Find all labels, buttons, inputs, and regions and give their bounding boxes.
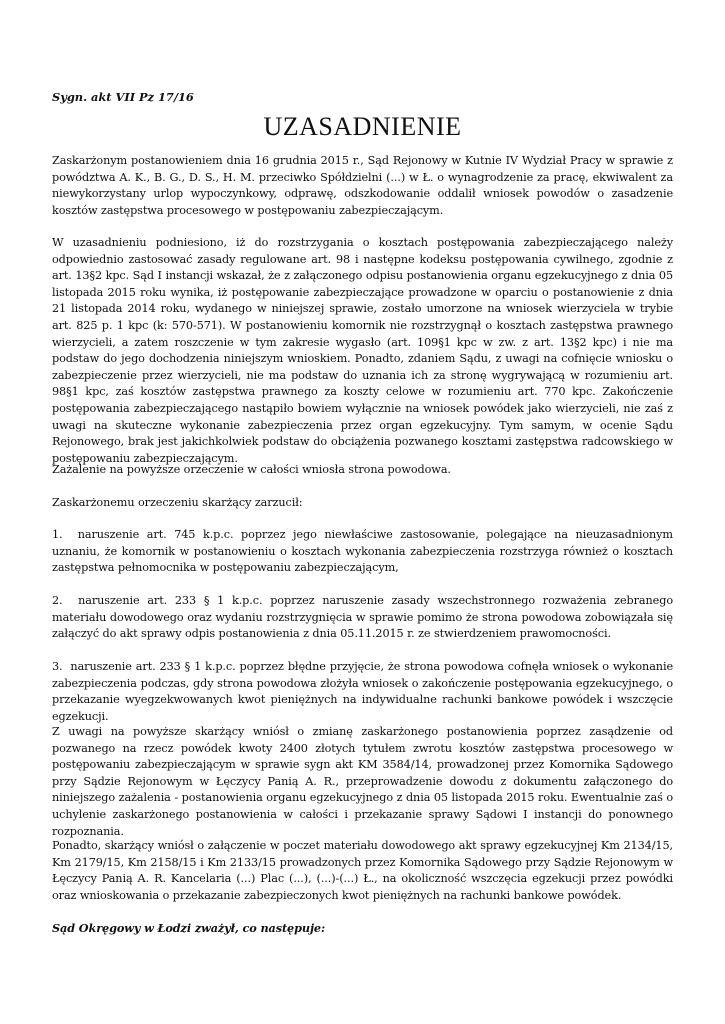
case-signature: Sygn. akt VII Pz 17/16: [52, 90, 194, 104]
paragraph-request: Z uwagi na powyższe skarżący wniósł o zmianę zaskarżonego postanowienia poprzez zasądzenie od pozwanego na rzecz powódek kwoty 2400 złotych tytułem zwrotu kosztów zastępstwa procesowego w postępowaniu zabezpieczającym w sprawie sygn akt KM 3584/14, prowadzonej przez Komornika Sądowego przy Sądzie Rejonowym w Łęczycy Panią A. R., przeprowadzenie dowodu z dokumentu załączonego do niniejszego zażalenia - postanowienia organu egzekucyjnego z dnia 05 listopada 2015 roku. Ewentualnie zaś o uchylenie zaskarżonego postanowienia w całości i przekazanie sprawy Sądowi I instancji do ponownego rozpoznania.: [52, 725, 673, 838]
charge-item-3: 3. naruszenie art. 233 § 1 k.p.c. poprzez błędne przyjęcie, że strona powodowa cofnęła wniosek o wykonanie zabezpieczenia podczas, gdy strona powodowa złożyła wniosek o zakończenie postępowania egzekucyjnego, o przekazanie wyegzekwowanych kwot pieniężnych na indywidualne rachunki bankowe powódek i wszczęcie egzekucji.: [52, 660, 673, 723]
paragraph-ruling: Zaskarżonym postanowieniem dnia 16 grudnia 2015 r., Sąd Rejonowy w Kutnie IV Wydział Pracy w sprawie z powództwa A. K., B. G., D. S., H. M. przeciwko Spółdzielni (...) w Ł. o wynagrodzenie za pracę, ekwiwalent za niewykorzystany urlop wypoczynkowy, odprawę, odszkodowanie oddalił wniosek powodów o zasadzenie kosztów zastępstwa procesowego w postępowaniu zabezpieczającym.: [52, 154, 673, 217]
document-title: UZASADNIENIE: [263, 112, 462, 141]
charge-item-2: 2. naruszenie art. 233 § 1 k.p.c. poprzez naruszenie zasady wszechstronnego rozważenia zebranego materiału dowodowego oraz wydaniu rozstrzygnięcia w sprawie pomimo że strona powodowa zobowiązała się załączyć do akt sprawy odpis postanowienia z dnia 05.11.2015 r. ze stwierdzeniem prawomocności.: [52, 594, 673, 641]
court-considerations-heading: Sąd Okręgowy w Łodzi zważył, co następuje:: [52, 921, 326, 935]
charge-item-1: 1. naruszenie art. 745 k.p.c. poprzez jego niewłaściwe zastosowanie, polegające na nieuzasadnionym uznaniu, że komornik w postanowieniu o kosztach wykonania zabezpieczenia rozstrzyga również o kosztach zastępstwa pełnomocnika w postępowaniu zabezpieczającym,: [52, 528, 673, 575]
paragraph-justification: W uzasadnieniu podniesiono, iż do rozstrzygania o kosztach postępowania zabezpieczającego należy odpowiednio zastosować zasady regulowane art. 98 i następne kodeksu postępowania cywilnego, zgodnie z art. 13§2 kpc. Sąd I instancji wskazał, że z załączonego odpisu postanowienia organu egzekucyjnego z dnia 05 listopada 2015 roku wynika, iż postępowanie zabezpieczające prowadzone w oparciu o postanowienie z dnia 21 listopada 2014 roku, wydanego w niniejszej sprawie, zostało umorzone na wniosek wierzyciela w trybie art. 825 p. 1 kpc (k: 570-571). W postanowieniu komornik nie rozstrzygnął o kosztach zastępstwa prawnego wierzycieli, a zatem roszczenie w tym zakresie wygasło (art. 109§1 kpc w zw. z art. 13§2 kpc) i nie ma podstaw do jego dochodzenia niniejszym wnioskiem. Ponadto, zdaniem Sądu, z uwagi na cofnięcie wniosku o zabezpieczenie przez wierzycieli, nie ma podstaw do uznania ich za stronę wygrywającą w rozumieniu art. 98§1 kpc, zaś kosztów zastępstwa prawnego za koszty celowe w rozumieniu art. 770 kpc. Zakończenie postępowania zabezpieczającego nastąpiło bowiem wyłącznie na wniosek powódek jako wierzycieli, nie zaś z uwagi na skuteczne wykonanie zabezpieczenia przez organ egzekucyjny. Tym samym, w ocenie Sądu Rejonowego, brak jest jakichkolwiek podstaw do obciążenia pozwanego kosztami zastępstwa radcowskiego w postępowaniu zabezpieczającym.: [52, 236, 673, 465]
paragraph-charges-intro: Zaskarżonemu orzeczeniu skarżący zarzucił:: [52, 496, 303, 509]
paragraph-appeal: Zażalenie na powyższe orzeczenie w całości wniosła strona powodowa.: [52, 463, 451, 476]
paragraph-evidence: Ponadto, skarżący wniósł o załączenie w poczet materiału dowodowego akt sprawy egzekucyjnej Km 2134/15, Km 2179/15, Km 2158/15 i Km 2133/15 prowadzonych przez Komornika Sądowego przy Sądzie Rejonowym w Łęczycy Panią A. R. Kancelaria (...) Plac (...), (...)-(...) Ł., na okoliczność wszczęcia egzekucji przez powódki oraz wnioskowania o przekazanie zabezpieczonych kwot pieniężnych na rachunki bankowe powódek.: [52, 839, 673, 902]
